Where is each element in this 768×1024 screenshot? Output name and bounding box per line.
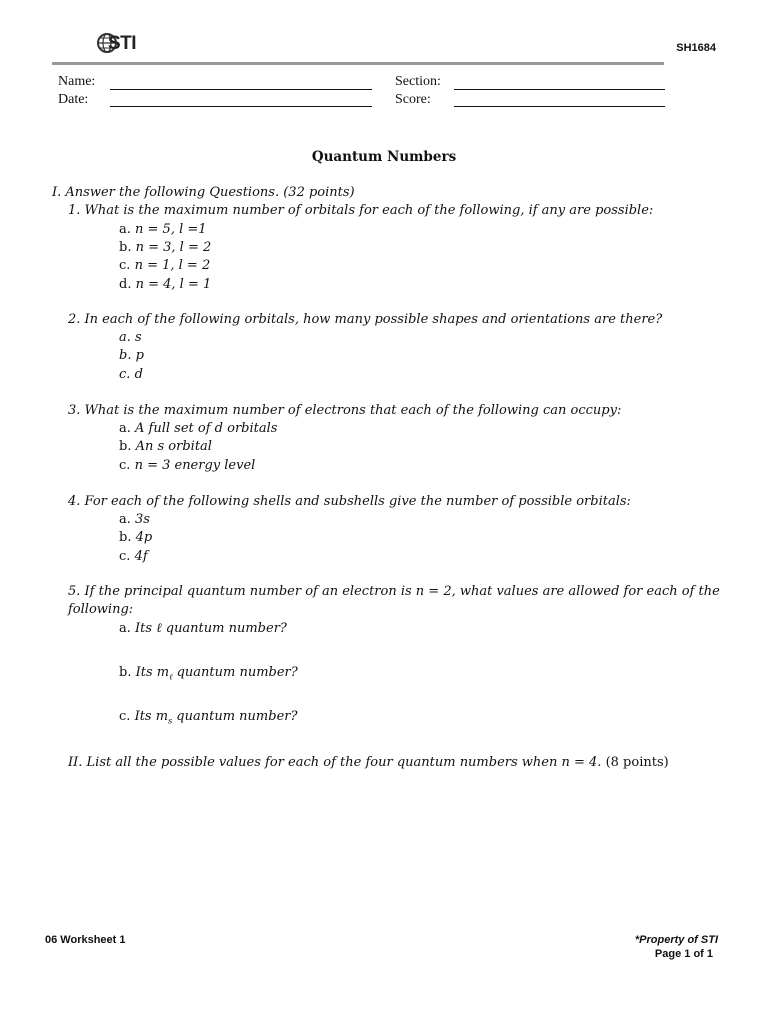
date-label: Date: — [58, 92, 89, 107]
question-5-line2: following: — [68, 602, 134, 617]
q3-option-b: b. An s orbital — [119, 439, 212, 454]
q1-option-d: d. n = 4, l = 1 — [119, 277, 212, 292]
question-4: 4. For each of the following shells and subshells give the number of possible orbitals: — [68, 494, 631, 509]
q5-option-b: b. Its $m_\ell$ quantum number? — [119, 665, 298, 682]
q1-option-a: a. n = 5, l =1 — [119, 222, 207, 237]
question-1: 1. What is the maximum number of orbitals for each of the following, if any are possible: — [68, 203, 654, 218]
question-2: 2. In each of the following orbitals, how many possible shapes and orientations are there? — [68, 312, 663, 327]
page-title: Quantum Numbers — [311, 149, 457, 165]
question-3: 3. What is the maximum number of electrons that each of the following can occupy: — [68, 403, 622, 418]
q2-option-a: a. s — [119, 330, 142, 345]
q4-option-a: a. 3s — [119, 512, 150, 527]
q2-option-b: b. p — [119, 348, 144, 363]
q3-option-c: c. n = 3 energy level — [119, 458, 256, 473]
footer-property: *Property of STI — [634, 934, 718, 946]
q1-option-c: c. n = 1, l = 2 — [119, 258, 211, 273]
part1-heading: I. Answer the following Questions. (32 points) — [52, 185, 355, 200]
name-field[interactable] — [110, 89, 372, 90]
footer-page-number: Page 1 of 1 — [654, 948, 713, 960]
q5-option-a: a. Its ℓ quantum number? — [119, 621, 287, 636]
sti-logo — [96, 30, 146, 56]
footer-worksheet: 06 Worksheet 1 — [45, 934, 126, 946]
header-divider — [52, 62, 664, 65]
document-code: SH1684 — [676, 42, 716, 54]
q2-option-c: c. d — [119, 367, 143, 382]
q5-option-c: c. Its $m_s$ quantum number? — [119, 709, 298, 726]
section-label: Section: — [395, 74, 441, 89]
score-field[interactable] — [454, 106, 665, 107]
q4-option-b: b. 4p — [119, 530, 153, 545]
section-field[interactable] — [454, 89, 665, 90]
name-label: Name: — [58, 74, 96, 89]
logo-text: STI — [108, 33, 137, 54]
question-5-line1: 5. If the principal quantum number of an electron is n = 2, what values are allowed for each of the — [68, 584, 720, 599]
q1-option-b: b. n = 3, l = 2 — [119, 240, 212, 255]
score-label: Score: — [395, 92, 431, 107]
q3-option-a: a. A full set of d orbitals — [119, 421, 278, 436]
part2-question: II. List all the possible values for each of the four quantum numbers when n = 4. (8 points) — [68, 755, 669, 770]
date-field[interactable] — [110, 106, 372, 107]
q4-option-c: c. 4f — [119, 549, 148, 564]
